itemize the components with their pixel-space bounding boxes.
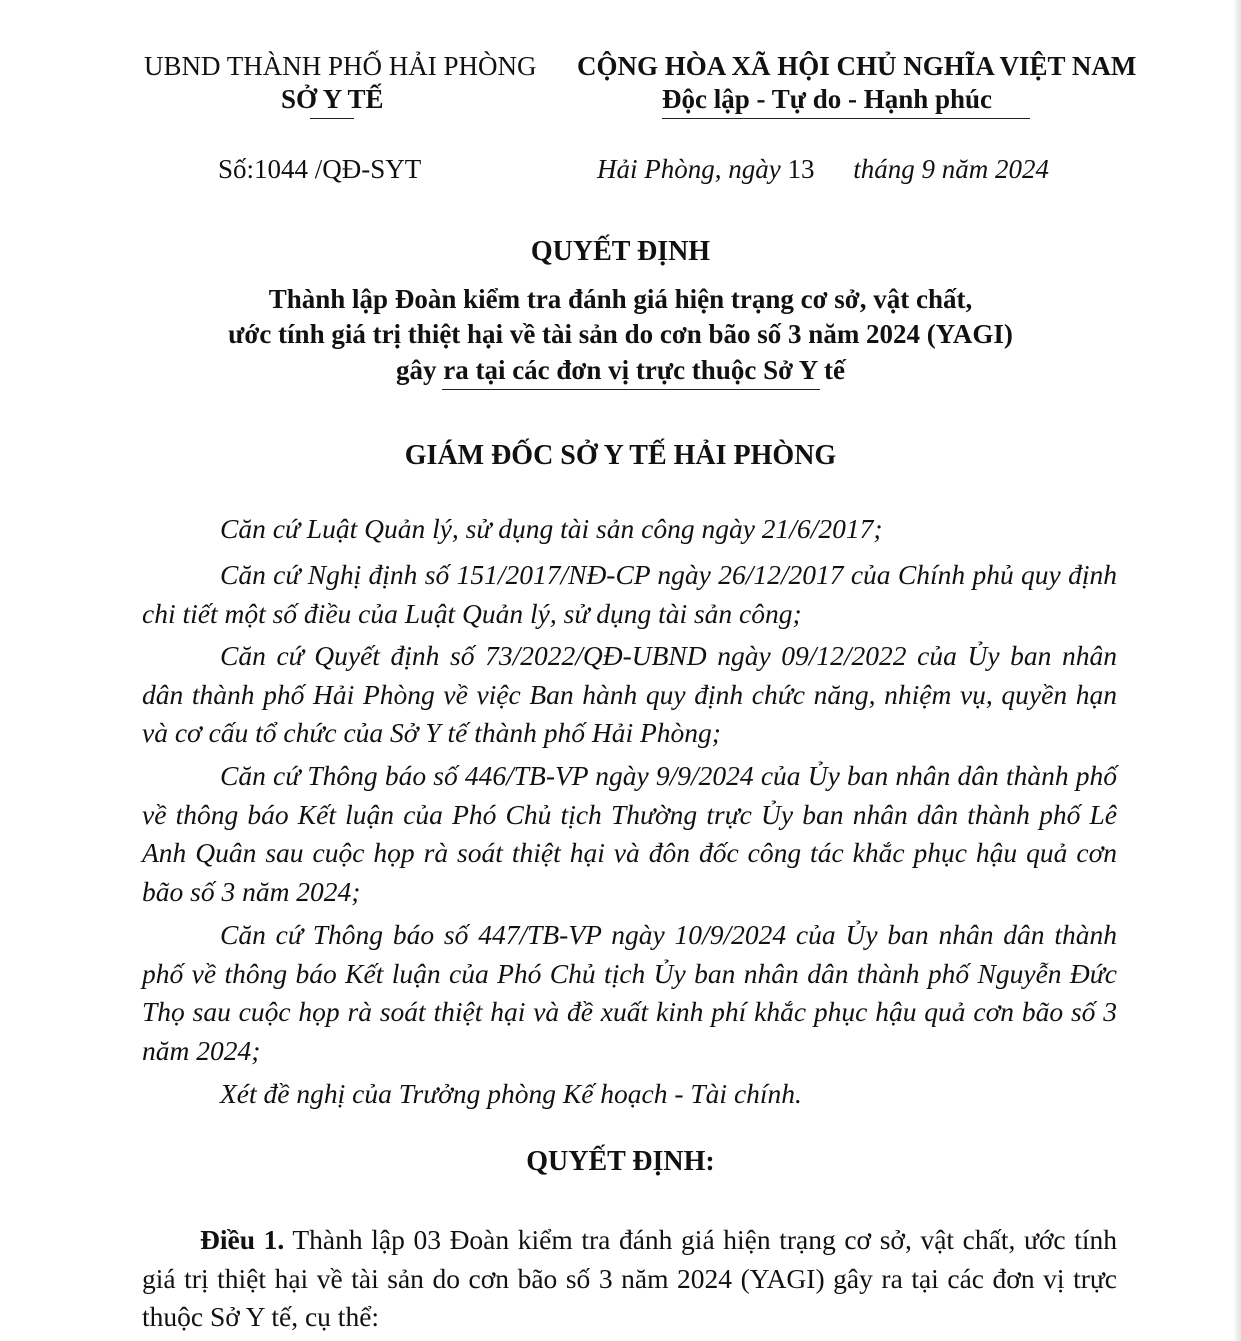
legal-basis-3: Căn cứ Quyết định số 73/2022/QĐ-UBND ngày 09/12/2022 của Ủy ban nhân dân thành phố Hải Phòng về việc Ban hành quy định chức năng, nhiệm vụ, quyền hạn và cơ cấu tổ chức của Sở Y tế thành phố Hải Phòng;: [142, 640, 1117, 749]
agency-parent: UBND THÀNH PHỐ HẢI PHÒNG: [144, 51, 537, 81]
legal-basis-1: Căn cứ Luật Quản lý, sử dụng tài sản công ngày 21/6/2017;: [220, 513, 883, 544]
place-date: [597, 154, 1049, 185]
legal-basis-5: Căn cứ Thông báo số 447/TB-VP ngày 10/9/2024 của Ủy ban nhân dân thành phố về thông báo Kết luận của Phó Chủ tịch Ủy ban nhân dân thành phố Nguyễn Đức Thọ sau cuộc họp rà soát thiệt hại và đề xuất kinh phí khắc phục hậu quả cơn bão số 3 năm 2024;: [142, 919, 1117, 1067]
article-1-label: Điều 1.: [200, 1224, 285, 1255]
date-month-year: tháng 9 năm 2024: [853, 154, 1049, 184]
page-edge-shadow: [1233, 0, 1241, 1341]
decision-heading: QUYẾT ĐỊNH:: [526, 1146, 715, 1177]
agency-name: SỞ Y TẾ: [281, 84, 384, 114]
article-1: [142, 1221, 1117, 1337]
legal-basis-2: Căn cứ Nghị định số 151/2017/NĐ-CP ngày 26/12/2017 của Chính phủ quy định chi tiết một số điều của Luật Quản lý, sử dụng tài sản công;: [142, 559, 1117, 629]
subject-line-2: ước tính giá trị thiệt hại về tài sản do cơn bão số 3 năm 2024 (YAGI): [228, 319, 1013, 349]
issuing-authority: GIÁM ĐỐC SỞ Y TẾ HẢI PHÒNG: [404, 440, 837, 471]
document-number: Số:1044 /QĐ-SYT: [218, 154, 422, 184]
subject-line-3: gây ra tại các đơn vị trực thuộc Sở Y tế: [395, 355, 846, 385]
date-day: 13: [787, 154, 815, 184]
agency-underline: [310, 118, 354, 119]
motto-underline: [662, 118, 1030, 119]
place-date-prefix: Hải Phòng, ngày: [597, 154, 781, 184]
legal-basis-4: Căn cứ Thông báo số 446/TB-VP ngày 9/9/2024 của Ủy ban nhân dân thành phố về thông báo Kết luận của Phó Chủ tịch Thường trực Ủy ban nhân dân thành phố Lê Anh Quân sau cuộc họp rà soát thiệt hại và đôn đốc công tác khắc phục hậu quả cơn bão số 3 năm 2024;: [142, 760, 1117, 908]
subject-underline: [442, 389, 820, 390]
country-name: CỘNG HÒA XÃ HỘI CHỦ NGHĨA VIỆT NAM: [577, 51, 1137, 81]
motto: Độc lập - Tự do - Hạnh phúc: [662, 84, 993, 114]
subject-line-1: Thành lập Đoàn kiểm tra đánh giá hiện trạng cơ sở, vật chất,: [268, 284, 973, 314]
proposal-basis: Xét đề nghị của Trưởng phòng Kế hoạch - Tài chính.: [220, 1078, 802, 1109]
article-1-text: Thành lập 03 Đoàn kiểm tra đánh giá hiện trạng cơ sở, vật chất, ước tính giá trị thiệt hại về tài sản do cơn bão số 3 năm 2024 (YAGI) gây ra tại các đơn vị trực thuộc Sở Y tế, cụ thể:: [142, 1224, 1117, 1333]
document-type: QUYẾT ĐỊNH: [530, 236, 711, 267]
